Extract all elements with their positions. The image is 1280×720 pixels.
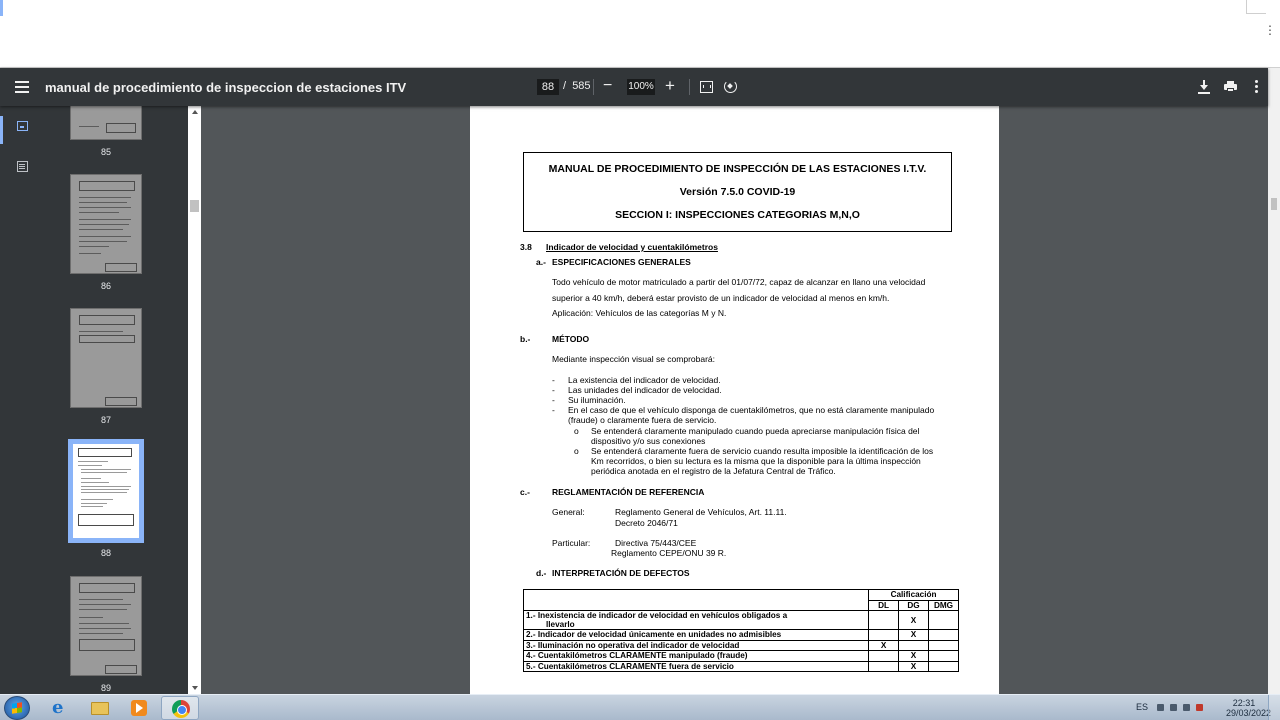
thumbnail-page-87[interactable] <box>70 308 142 425</box>
sub-list-item: dispositivo y/o sus conexiones <box>591 436 706 446</box>
hamburger-menu-icon[interactable] <box>15 81 29 93</box>
download-icon[interactable] <box>1198 79 1210 95</box>
paragraph-line: Todo vehículo de motor matriculado a partir del 01/07/72, capaz de alcanzar en llano una velocidad <box>552 277 926 287</box>
calificacion-header: Calificación <box>869 590 959 601</box>
reference-text: Reglamento General de Vehículos, Art. 11.11. <box>615 507 787 517</box>
scrollbar-thumb[interactable] <box>1271 198 1277 210</box>
defect-dmg-cell <box>929 661 959 672</box>
subsection-a-label: a.- <box>536 257 546 267</box>
active-view-indicator <box>0 116 3 144</box>
browser-top-area <box>0 0 1280 68</box>
sub-bullet: o <box>574 426 579 436</box>
defect-dg-cell <box>899 640 929 651</box>
defect-description: 2.- Indicador de velocidad únicamente en unidades no admisibles <box>524 630 869 641</box>
tray-arrow-icon[interactable] <box>1157 704 1164 711</box>
current-page-input[interactable]: 88 <box>537 79 559 95</box>
header-version: Versión 7.5.0 COVID-19 <box>679 186 796 198</box>
rotate-icon[interactable] <box>724 80 737 93</box>
show-desktop-button[interactable] <box>1268 695 1280 720</box>
defect-dl-cell <box>869 651 899 662</box>
file-explorer-icon <box>91 702 109 715</box>
list-dash: - <box>552 375 555 385</box>
action-center-icon[interactable] <box>1196 704 1203 711</box>
table-header-row <box>524 590 959 601</box>
thumbnail-image <box>70 308 142 408</box>
thumbnail-label: 87 <box>100 415 111 425</box>
sidebar-icon-strip <box>0 106 45 694</box>
document-title: manual de procedimiento de inspeccion de estaciones ITV <box>45 80 407 95</box>
subsection-d-title: INTERPRETACIÓN DE DEFECTOS <box>552 568 690 578</box>
defect-description: 3.- Iluminación no operativa del indicador de velocidad <box>524 640 869 651</box>
thumbnail-image <box>70 576 142 676</box>
document-header-box <box>523 152 952 232</box>
defect-dl-cell <box>869 661 899 672</box>
chrome-icon <box>172 700 190 718</box>
column-dl-header: DL <box>869 600 899 611</box>
list-dash: - <box>552 385 555 395</box>
system-tray[interactable] <box>1157 704 1209 713</box>
toolbar-divider <box>593 79 594 95</box>
page-scrollbar[interactable] <box>1268 68 1280 694</box>
zoom-in-icon[interactable]: + <box>665 76 675 95</box>
thumbnails-view-icon[interactable] <box>17 121 28 131</box>
list-item: En el caso de que el vehículo disponga de cuentakilómetros, que no está claramente manipulado <box>568 405 935 415</box>
total-pages: 585 <box>572 80 591 92</box>
list-dash: - <box>552 395 555 405</box>
zoom-out-icon[interactable]: − <box>603 77 613 94</box>
scroll-up-arrow-icon[interactable] <box>192 110 198 114</box>
pdf-viewer[interactable] <box>201 106 1268 694</box>
window-corner <box>1246 0 1266 14</box>
defect-dl-cell <box>869 611 899 630</box>
fit-to-page-icon[interactable] <box>700 81 713 93</box>
list-item: La existencia del indicador de velocidad. <box>568 375 721 385</box>
defect-dmg-cell <box>929 630 959 641</box>
table-row <box>524 661 959 672</box>
thumbnail-image <box>70 106 142 140</box>
defect-dl-cell: X <box>869 640 899 651</box>
browser-menu-icon[interactable]: ⋮ <box>1264 23 1276 37</box>
paragraph-line: superior a 40 km/h, deberá estar provisto de un indicador de velocidad al menos en km/h. <box>552 293 890 303</box>
pdf-page <box>470 106 999 694</box>
sub-list-item: Se entenderá claramente manipulado cuando pueda apreciarse manipulación física del <box>591 426 920 436</box>
scrollbar-thumb[interactable] <box>190 200 199 212</box>
sub-list-item: Km recorridos, o bien su lectura es la misma que la disponible para la última inspección <box>591 456 921 466</box>
toolbar-divider <box>689 79 690 95</box>
clock-time: 22:31 <box>1232 698 1256 708</box>
header-section: SECCION I: INSPECCIONES CATEGORIAS M,N,O <box>615 209 860 221</box>
reference-label: General: <box>552 507 585 517</box>
thumbnail-label: 88 <box>100 548 111 558</box>
pdf-toolbar <box>0 68 1268 106</box>
internet-explorer-icon: e <box>52 697 64 718</box>
sub-bullet: o <box>574 446 579 456</box>
paragraph-line: Mediante inspección visual se comprobará: <box>552 354 716 364</box>
media-player-icon <box>131 700 147 716</box>
thumbnail-label: 89 <box>100 683 111 693</box>
defect-dl-cell <box>869 630 899 641</box>
sub-list-item: periódica anotada en el registro de la Jefatura Central de Tráfico. <box>591 466 836 476</box>
defect-dg-cell: X <box>899 611 929 630</box>
list-dash: - <box>552 405 555 415</box>
clock[interactable] <box>1226 698 1272 718</box>
column-dmg-header: DMG <box>929 600 959 611</box>
defect-dmg-cell <box>929 640 959 651</box>
thumbnails-panel <box>45 106 188 694</box>
defect-description: 1.- Inexistencia de indicador de velocidad en vehículos obligados a llevarlo <box>524 611 869 630</box>
reference-text: Decreto 2046/71 <box>615 518 678 528</box>
header-title: MANUAL DE PROCEDIMIENTO DE INSPECCIÓN DE LAS ESTACIONES I.T.V. <box>548 163 927 175</box>
windows-taskbar <box>0 694 1280 720</box>
print-icon[interactable] <box>1224 81 1237 92</box>
clock-date: 29/03/2022 <box>1226 708 1272 718</box>
thumbnail-label: 85 <box>100 147 111 157</box>
more-actions-icon[interactable] <box>1255 80 1259 95</box>
zoom-input[interactable]: 100% <box>627 79 655 95</box>
media-player-button[interactable] <box>120 696 158 720</box>
defect-dg-cell: X <box>899 630 929 641</box>
subsection-d-label: d.- <box>536 568 547 578</box>
page-count <box>563 80 591 92</box>
table-row <box>524 611 959 630</box>
table-header-row <box>524 600 959 611</box>
windows-start-icon[interactable] <box>4 696 30 720</box>
subsection-c-title: REGLAMENTACIÓN DE REFERENCIA <box>552 487 705 497</box>
table-row <box>524 651 959 662</box>
defect-description: 5.- Cuentakilómetros CLARAMENTE fuera de servicio <box>524 661 869 672</box>
defect-description: 4.- Cuentakilómetros CLARAMENTE manipulado (fraude) <box>524 651 869 662</box>
reference-text: Reglamento CEPE/ONU 39 R. <box>611 548 727 558</box>
page-separator: / <box>563 80 567 92</box>
subsection-c-label: c.- <box>520 487 530 497</box>
reference-text: Directiva 75/443/CEE <box>615 538 697 548</box>
thumbnail-image <box>70 174 142 274</box>
reference-label: Particular: <box>552 538 591 548</box>
subsection-b-label: b.- <box>520 334 531 344</box>
chrome-button[interactable] <box>161 696 199 720</box>
subsection-b-title: MÉTODO <box>552 334 590 344</box>
list-item: Su iluminación. <box>568 395 626 405</box>
network-icon[interactable] <box>1183 704 1190 711</box>
list-item: (fraude) o claramente fuera de servicio. <box>568 415 717 425</box>
thumbnail-page-85[interactable] <box>70 106 142 157</box>
table-row <box>524 630 959 641</box>
thumbnails-scrollbar[interactable] <box>188 106 201 694</box>
column-dg-header: DG <box>899 600 929 611</box>
volume-icon[interactable] <box>1170 704 1177 711</box>
table-row <box>524 640 959 651</box>
paragraph-line: Aplicación: Vehículos de las categorías M y N. <box>552 308 727 318</box>
defects-table <box>523 589 959 672</box>
defect-dg-cell: X <box>899 661 929 672</box>
section-title: Indicador de velocidad y cuentakilómetros <box>546 242 718 252</box>
document-outline-icon[interactable] <box>17 161 28 172</box>
list-item: Las unidades del indicador de velocidad. <box>568 385 722 395</box>
defect-dg-cell: X <box>899 651 929 662</box>
defect-dmg-cell <box>929 611 959 630</box>
internet-explorer-button[interactable] <box>40 696 78 720</box>
sub-list-item: Se entenderá claramente fuera de servicio cuando resulta imposible la identificación de los <box>591 446 934 456</box>
defect-dmg-cell <box>929 651 959 662</box>
scroll-down-arrow-icon[interactable] <box>192 686 198 690</box>
subsection-a-title: ESPECIFICACIONES GENERALES <box>552 257 691 267</box>
thumbnail-image <box>70 441 142 541</box>
thumbnail-page-89[interactable] <box>70 576 142 693</box>
tab-indicator <box>0 0 3 16</box>
language-indicator[interactable]: ES <box>1136 702 1149 712</box>
thumbnail-label: 86 <box>100 281 111 291</box>
section-number: 3.8 <box>520 242 532 252</box>
thumbnail-page-86[interactable] <box>70 174 142 291</box>
thumbnail-page-88[interactable] <box>70 441 142 558</box>
file-explorer-button[interactable] <box>81 696 119 720</box>
